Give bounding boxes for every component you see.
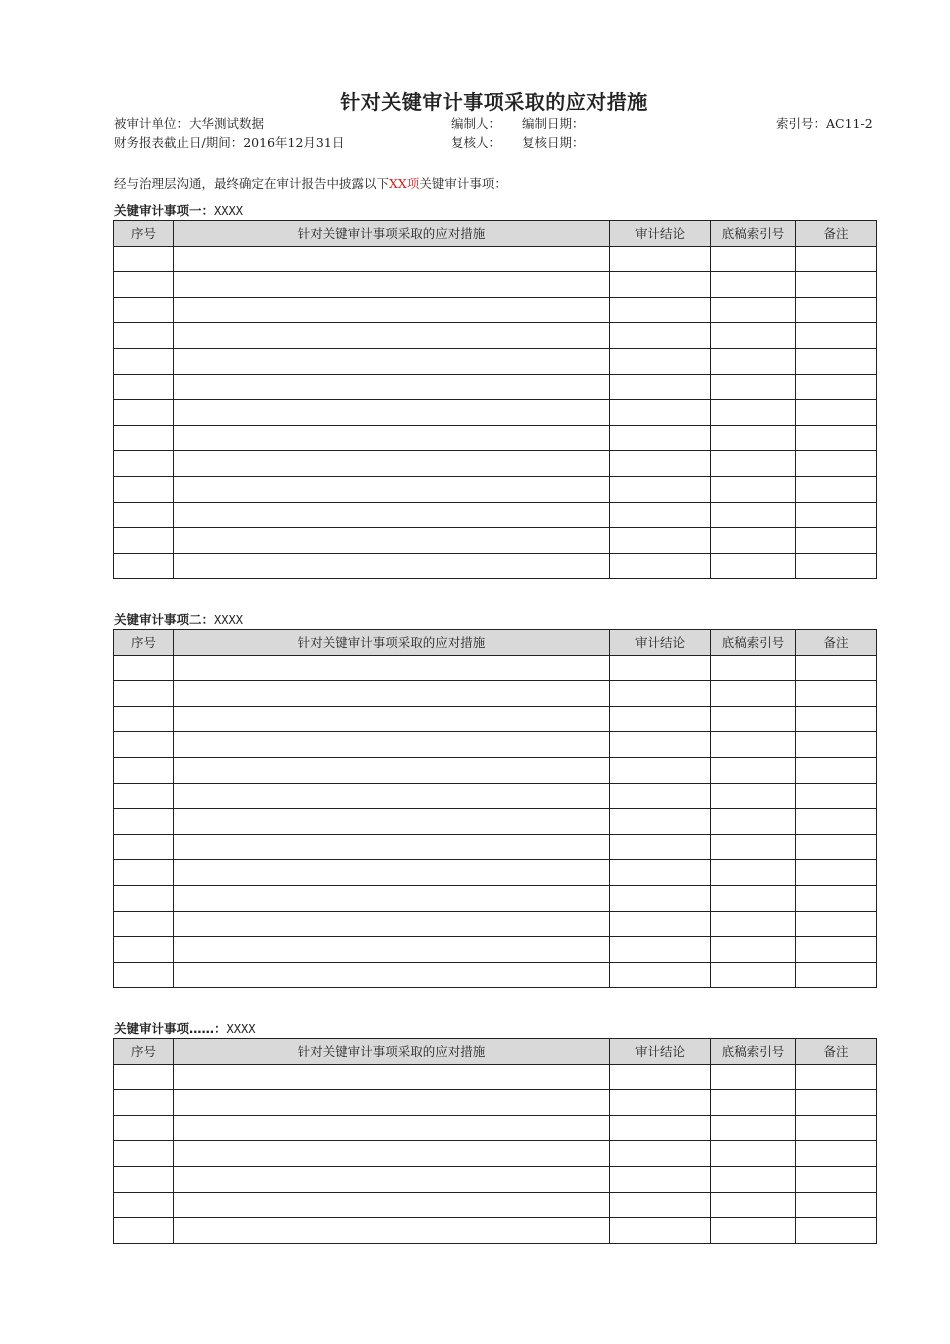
table-cell[interactable] — [711, 272, 796, 298]
table-cell[interactable] — [610, 757, 711, 783]
table-row — [114, 706, 877, 732]
table-row — [114, 783, 877, 809]
table-cell[interactable] — [174, 297, 610, 323]
table-cell[interactable] — [610, 655, 711, 681]
table-cell[interactable] — [610, 451, 711, 477]
preparer-label: 编制人： — [451, 116, 502, 131]
table-cell[interactable] — [796, 1192, 877, 1218]
table-cell[interactable] — [610, 911, 711, 937]
table-cell[interactable] — [174, 1141, 610, 1167]
table-cell[interactable] — [174, 246, 610, 272]
table-row — [114, 528, 877, 554]
review-date-label: 复核日期： — [522, 135, 585, 150]
table-cell[interactable] — [610, 706, 711, 732]
section-label — [114, 1019, 255, 1037]
table-cell[interactable] — [711, 374, 796, 400]
table-cell[interactable] — [114, 400, 174, 426]
table-cell[interactable] — [174, 681, 610, 707]
page-title: 针对关键审计事项采取的应对措施 — [340, 90, 648, 114]
table-cell[interactable] — [610, 1090, 711, 1116]
table-row — [114, 911, 877, 937]
table-row — [114, 732, 877, 758]
table-cell[interactable] — [711, 783, 796, 809]
table-cell[interactable] — [610, 834, 711, 860]
table-cell[interactable] — [174, 809, 610, 835]
table-cell[interactable] — [114, 937, 174, 963]
section-title: 关键审计事项一： — [114, 203, 215, 218]
table-cell[interactable] — [796, 297, 877, 323]
table-cell[interactable] — [114, 834, 174, 860]
table-cell[interactable] — [114, 348, 174, 374]
col-header-workpaper-index: 底稿索引号 — [711, 1039, 796, 1065]
table-cell[interactable] — [114, 732, 174, 758]
table-row — [114, 834, 877, 860]
intro-highlight: XX项 — [389, 176, 420, 191]
col-header-conclusion: 审计结论 — [610, 630, 711, 656]
table-cell[interactable] — [114, 885, 174, 911]
table-row — [114, 757, 877, 783]
table-cell[interactable] — [610, 681, 711, 707]
table-cell[interactable] — [174, 937, 610, 963]
table-cell[interactable] — [174, 1218, 610, 1244]
table-cell[interactable] — [174, 1192, 610, 1218]
table-cell[interactable] — [711, 1192, 796, 1218]
table-cell[interactable] — [796, 400, 877, 426]
table-cell[interactable] — [796, 885, 877, 911]
audited-unit: 被审计单位：大华测试数据 — [114, 116, 265, 131]
table-cell[interactable] — [610, 246, 711, 272]
table-row — [114, 1192, 877, 1218]
col-header-remarks: 备注 — [796, 630, 877, 656]
measures-table — [113, 1038, 877, 1244]
table-row — [114, 962, 877, 988]
table-cell[interactable] — [174, 272, 610, 298]
table-row — [114, 451, 877, 477]
table-cell[interactable] — [174, 834, 610, 860]
table-cell[interactable] — [610, 1064, 711, 1090]
table-cell[interactable] — [114, 783, 174, 809]
table-cell[interactable] — [711, 655, 796, 681]
section-label — [114, 201, 243, 219]
table-cell[interactable] — [610, 1166, 711, 1192]
col-header-measures: 针对关键审计事项采取的应对措施 — [174, 630, 610, 656]
table-cell[interactable] — [114, 1192, 174, 1218]
table-cell[interactable] — [610, 400, 711, 426]
table-cell[interactable] — [174, 1166, 610, 1192]
col-header-seq: 序号 — [114, 630, 174, 656]
table-cell[interactable] — [711, 937, 796, 963]
table-cell[interactable] — [796, 1115, 877, 1141]
table-cell[interactable] — [610, 783, 711, 809]
table-row — [114, 681, 877, 707]
table-cell[interactable] — [174, 706, 610, 732]
table-cell[interactable] — [711, 757, 796, 783]
table-row — [114, 1141, 877, 1167]
table-cell[interactable] — [610, 809, 711, 835]
col-header-seq: 序号 — [114, 1039, 174, 1065]
table-cell[interactable] — [796, 476, 877, 502]
table-cell[interactable] — [610, 1115, 711, 1141]
table-cell[interactable] — [711, 553, 796, 579]
table-cell[interactable] — [114, 297, 174, 323]
section-code: XXXX — [226, 1022, 256, 1036]
prepare-date-label: 编制日期： — [522, 116, 585, 131]
table-cell[interactable] — [796, 757, 877, 783]
table-cell[interactable] — [114, 246, 174, 272]
table-row — [114, 246, 877, 272]
table-cell[interactable] — [796, 323, 877, 349]
table-cell[interactable] — [796, 1218, 877, 1244]
table-cell[interactable] — [174, 911, 610, 937]
table-cell[interactable] — [796, 553, 877, 579]
table-cell[interactable] — [711, 400, 796, 426]
table-cell[interactable] — [610, 1218, 711, 1244]
table-cell[interactable] — [610, 860, 711, 886]
table-header-row — [114, 221, 877, 247]
table-cell[interactable] — [796, 1064, 877, 1090]
table-cell[interactable] — [796, 706, 877, 732]
table-header-row — [114, 630, 877, 656]
table-cell[interactable] — [610, 348, 711, 374]
table-cell[interactable] — [114, 1166, 174, 1192]
table-cell[interactable] — [796, 860, 877, 886]
col-header-seq: 序号 — [114, 221, 174, 247]
table-row — [114, 502, 877, 528]
table-cell[interactable] — [174, 451, 610, 477]
table-cell[interactable] — [174, 323, 610, 349]
table-cell[interactable] — [114, 528, 174, 554]
table-cell[interactable] — [711, 1218, 796, 1244]
section-code: XXXX — [214, 204, 243, 218]
table-cell[interactable] — [114, 553, 174, 579]
table-cell[interactable] — [711, 1166, 796, 1192]
table-cell[interactable] — [796, 834, 877, 860]
table-cell[interactable] — [610, 425, 711, 451]
table-row — [114, 553, 877, 579]
reviewer-label: 复核人： — [451, 135, 502, 150]
table-cell[interactable] — [610, 272, 711, 298]
col-header-remarks: 备注 — [796, 221, 877, 247]
table-cell[interactable] — [796, 681, 877, 707]
table-cell[interactable] — [796, 246, 877, 272]
table-row — [114, 272, 877, 298]
table-cell[interactable] — [174, 1115, 610, 1141]
table-row — [114, 1115, 877, 1141]
table-cell[interactable] — [610, 528, 711, 554]
table-cell[interactable] — [114, 706, 174, 732]
table-cell[interactable] — [711, 885, 796, 911]
table-cell[interactable] — [711, 246, 796, 272]
table-row — [114, 400, 877, 426]
table-cell[interactable] — [114, 809, 174, 835]
table-cell[interactable] — [610, 502, 711, 528]
table-cell[interactable] — [610, 732, 711, 758]
section-title: 关键审计事项二： — [114, 612, 215, 627]
table-cell[interactable] — [174, 528, 610, 554]
table-cell[interactable] — [114, 1141, 174, 1167]
table-cell[interactable] — [114, 476, 174, 502]
table-cell[interactable] — [711, 911, 796, 937]
table-cell[interactable] — [796, 1166, 877, 1192]
table-cell[interactable] — [711, 502, 796, 528]
table-cell[interactable] — [711, 706, 796, 732]
table-row — [114, 323, 877, 349]
col-header-measures: 针对关键审计事项采取的应对措施 — [174, 221, 610, 247]
table-row — [114, 1218, 877, 1244]
table-cell[interactable] — [796, 655, 877, 681]
measures-table — [113, 220, 877, 579]
table-cell[interactable] — [796, 272, 877, 298]
table-cell[interactable] — [711, 1064, 796, 1090]
table-cell[interactable] — [174, 374, 610, 400]
table-cell[interactable] — [796, 911, 877, 937]
col-header-measures: 针对关键审计事项采取的应对措施 — [174, 1039, 610, 1065]
table-cell[interactable] — [711, 1090, 796, 1116]
section-title: 关键审计事项……： — [114, 1021, 227, 1036]
table-cell[interactable] — [114, 911, 174, 937]
table-cell[interactable] — [114, 502, 174, 528]
table-cell[interactable] — [711, 809, 796, 835]
table-cell[interactable] — [114, 323, 174, 349]
table-cell[interactable] — [610, 553, 711, 579]
table-cell[interactable] — [174, 348, 610, 374]
table-cell[interactable] — [114, 451, 174, 477]
table-cell[interactable] — [711, 297, 796, 323]
col-header-remarks: 备注 — [796, 1039, 877, 1065]
table-row — [114, 425, 877, 451]
table-cell[interactable] — [796, 962, 877, 988]
table-cell[interactable] — [114, 681, 174, 707]
table-cell[interactable] — [114, 962, 174, 988]
table-cell[interactable] — [796, 502, 877, 528]
table-cell[interactable] — [711, 476, 796, 502]
table-row — [114, 348, 877, 374]
table-cell[interactable] — [174, 885, 610, 911]
table-cell[interactable] — [114, 1218, 174, 1244]
table-cell[interactable] — [610, 1192, 711, 1218]
table-cell[interactable] — [174, 502, 610, 528]
report-period: 财务报表截止日/期间：2016年12月31日 — [114, 135, 345, 150]
table-cell[interactable] — [711, 425, 796, 451]
table-cell[interactable] — [610, 297, 711, 323]
table-cell[interactable] — [174, 732, 610, 758]
table-cell[interactable] — [796, 937, 877, 963]
table-cell[interactable] — [711, 732, 796, 758]
table-cell[interactable] — [711, 451, 796, 477]
table-row — [114, 1064, 877, 1090]
table-header-row — [114, 1039, 877, 1065]
table-cell[interactable] — [610, 1141, 711, 1167]
table-cell[interactable] — [796, 374, 877, 400]
table-cell[interactable] — [114, 655, 174, 681]
table-cell[interactable] — [711, 860, 796, 886]
table-cell[interactable] — [711, 1141, 796, 1167]
index-number: 索引号：AC11-2 — [776, 116, 873, 131]
intro-before: 经与治理层沟通，最终确定在审计报告中披露以下 — [114, 176, 390, 191]
table-cell[interactable] — [796, 425, 877, 451]
table-row — [114, 655, 877, 681]
table-cell[interactable] — [610, 962, 711, 988]
table-row — [114, 297, 877, 323]
table-cell[interactable] — [174, 655, 610, 681]
table-cell[interactable] — [610, 937, 711, 963]
table-cell[interactable] — [114, 374, 174, 400]
table-cell[interactable] — [711, 834, 796, 860]
table-cell[interactable] — [174, 425, 610, 451]
col-header-workpaper-index: 底稿索引号 — [711, 630, 796, 656]
section-code: XXXX — [214, 613, 243, 627]
table-cell[interactable] — [711, 1115, 796, 1141]
table-cell[interactable] — [114, 272, 174, 298]
table-row — [114, 1166, 877, 1192]
table-cell[interactable] — [114, 860, 174, 886]
table-cell[interactable] — [610, 885, 711, 911]
table-cell[interactable] — [796, 1141, 877, 1167]
table-cell[interactable] — [711, 962, 796, 988]
table-row — [114, 809, 877, 835]
table-cell[interactable] — [610, 374, 711, 400]
table-cell[interactable] — [796, 348, 877, 374]
table-cell[interactable] — [174, 783, 610, 809]
intro-text — [114, 174, 507, 192]
table-cell[interactable] — [174, 1090, 610, 1116]
table-cell[interactable] — [114, 1115, 174, 1141]
table-row — [114, 1090, 877, 1116]
table-cell[interactable] — [174, 400, 610, 426]
table-row — [114, 885, 877, 911]
table-cell[interactable] — [174, 757, 610, 783]
table-cell[interactable] — [796, 809, 877, 835]
measures-table — [113, 629, 877, 988]
table-cell[interactable] — [174, 860, 610, 886]
section-label — [114, 610, 243, 628]
table-cell[interactable] — [610, 323, 711, 349]
table-row — [114, 860, 877, 886]
table-cell[interactable] — [796, 732, 877, 758]
table-cell[interactable] — [711, 681, 796, 707]
table-cell[interactable] — [711, 348, 796, 374]
table-cell[interactable] — [711, 323, 796, 349]
table-cell[interactable] — [711, 528, 796, 554]
table-cell[interactable] — [174, 476, 610, 502]
table-cell[interactable] — [796, 528, 877, 554]
table-cell[interactable] — [610, 476, 711, 502]
table-cell[interactable] — [114, 1090, 174, 1116]
col-header-conclusion: 审计结论 — [610, 1039, 711, 1065]
table-cell[interactable] — [114, 757, 174, 783]
table-cell[interactable] — [796, 783, 877, 809]
col-header-workpaper-index: 底稿索引号 — [711, 221, 796, 247]
table-cell[interactable] — [114, 1064, 174, 1090]
table-cell[interactable] — [114, 425, 174, 451]
col-header-conclusion: 审计结论 — [610, 221, 711, 247]
table-row — [114, 476, 877, 502]
table-cell[interactable] — [174, 1064, 610, 1090]
table-cell[interactable] — [796, 1090, 877, 1116]
intro-after: 关键审计事项： — [419, 176, 507, 191]
table-row — [114, 374, 877, 400]
table-cell[interactable] — [796, 451, 877, 477]
table-row — [114, 937, 877, 963]
table-cell[interactable] — [174, 962, 610, 988]
table-cell[interactable] — [174, 553, 610, 579]
